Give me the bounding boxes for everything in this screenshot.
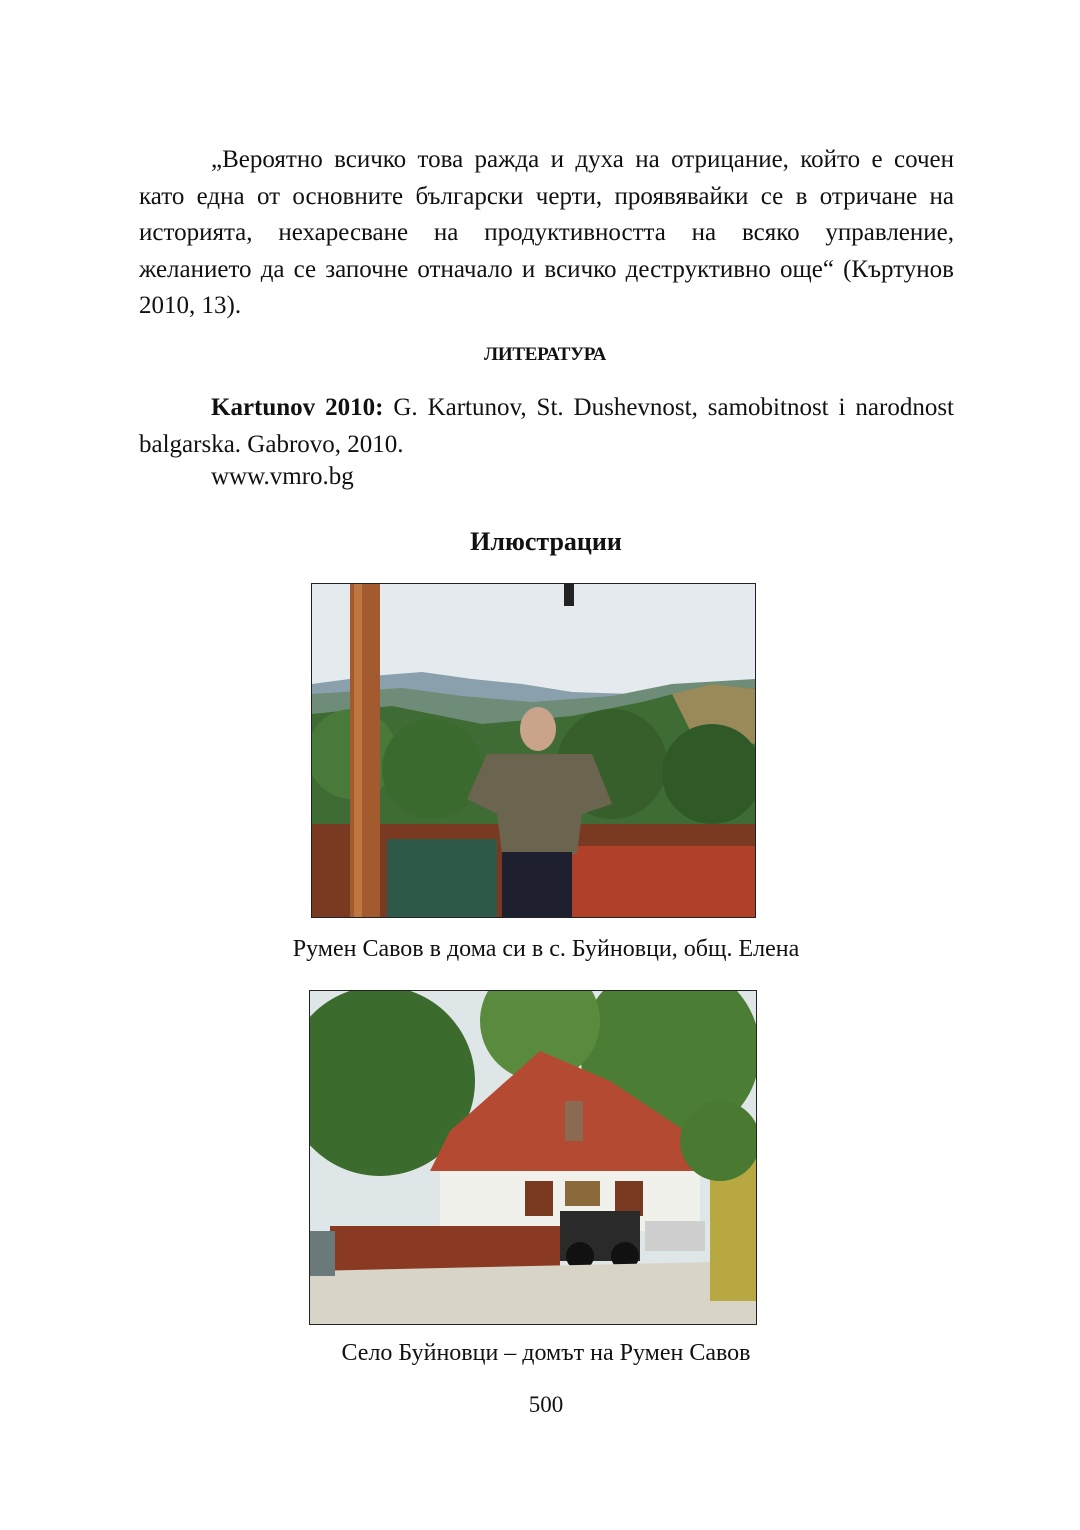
photo-village-house <box>309 990 757 1325</box>
reference-text: G. Kartunov, St. Dushevnost, samobitnost i narodnost balgarska. Gabrovo, 2010. <box>139 394 954 458</box>
reference-author: Kartunov 2010: <box>211 394 384 421</box>
photo-man-on-veranda <box>311 583 756 918</box>
page-number: 500 <box>528 1392 564 1417</box>
quote-paragraph: „Вероятно всичко това ражда и духа на отрицание, който е сочен като една от основните български черти, проявявайки се в отричане на историята, нехаресване на продуктивността на всяко управление, желанието да се започне отначало и всичко деструктивно още“ (Къртунов 2010, 13). <box>139 146 954 319</box>
illustrations-heading: Илюстрации <box>470 527 622 556</box>
reference-url: www.vmro.bg <box>211 463 354 490</box>
photo-caption-2: Село Буйновци – домът на Румен Савов <box>341 1340 751 1366</box>
photo-caption-1: Румен Савов в дома си в с. Буйновци, общ. Елена <box>292 936 800 962</box>
literature-heading: ЛИТЕРАТУРА <box>483 344 607 365</box>
literature-reference <box>139 390 954 463</box>
